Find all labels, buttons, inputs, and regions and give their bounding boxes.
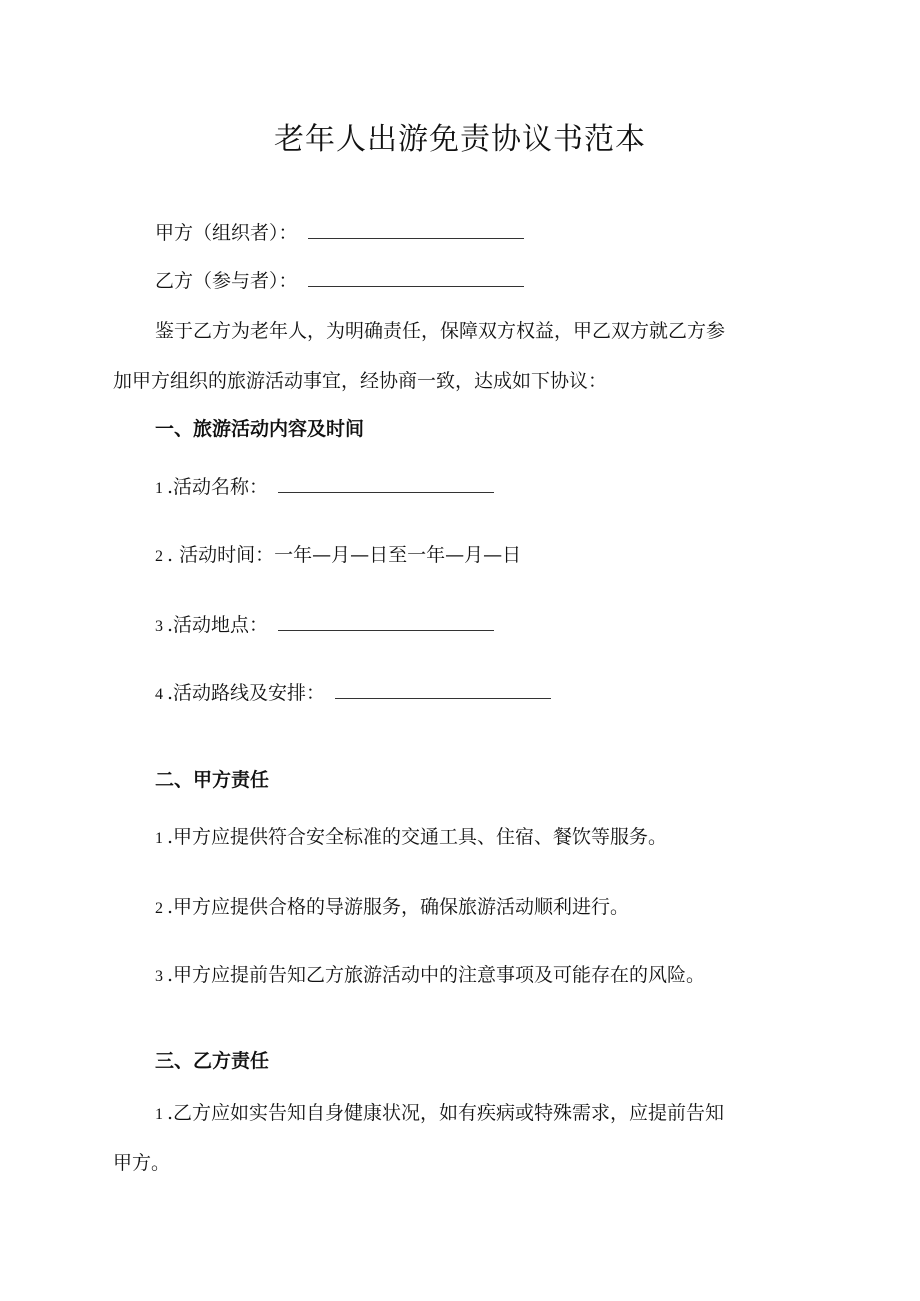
item-number: 1 [155,1106,163,1123]
item-text: .甲方应提供合格的导游服务，确保旅游活动顺利进行。 [167,896,630,918]
item-text: .活动名称： [167,476,269,498]
section-3-item-1 [155,1100,724,1128]
item-text: .甲方应提供符合安全标准的交通工具、住宿、餐饮等服务。 [167,826,668,848]
section-1-item-3 [155,612,494,640]
item-number: 3 [155,968,163,985]
party-a-blank [308,220,524,239]
section-3-item-1-continuation: 甲方。 [113,1152,171,1174]
section-2-item-3 [155,962,705,990]
activity-name-blank [278,474,494,493]
section-2-heading: 二、甲方责任 [155,769,270,791]
activity-location-blank [278,612,494,631]
section-1-item-4 [155,680,551,708]
party-b-blank [308,268,524,287]
preamble-line-2: 加甲方组织的旅游活动事宜，经协商一致，达成如下协议： [113,370,608,392]
section-3-heading: 三、乙方责任 [155,1050,270,1072]
item-number: 2 [155,548,163,565]
activity-route-blank [335,680,551,699]
party-a-line [155,220,524,246]
section-2-item-1 [155,824,667,852]
item-number: 1 [155,480,163,497]
section-1-item-1 [155,474,494,502]
section-1-heading: 一、旅游活动内容及时间 [155,418,365,440]
party-b-line [155,268,524,294]
item-text: .甲方应提前告知乙方旅游活动中的注意事项及可能存在的风险。 [167,964,706,986]
item-number: 4 [155,686,163,703]
item-number: 3 [155,618,163,635]
item-text: . 活动时间：一年—月—日至一年—月—日 [167,544,522,566]
item-number: 2 [155,900,163,917]
item-text: .活动地点： [167,614,269,636]
preamble-line-1: 鉴于乙方为老年人，为明确责任，保障双方权益，甲乙双方就乙方参 [155,320,726,342]
item-text: .活动路线及安排： [167,682,326,704]
item-text: .乙方应如实告知自身健康状况，如有疾病或特殊需求，应提前告知 [167,1102,725,1124]
party-b-label: 乙方（参与者）： [155,270,298,292]
item-number: 1 [155,830,163,847]
section-2-item-2 [155,894,629,922]
party-a-label: 甲方（组织者）： [155,222,298,244]
document-title: 老年人出游免责协议书范本 [274,122,646,157]
section-1-item-2 [155,542,521,570]
